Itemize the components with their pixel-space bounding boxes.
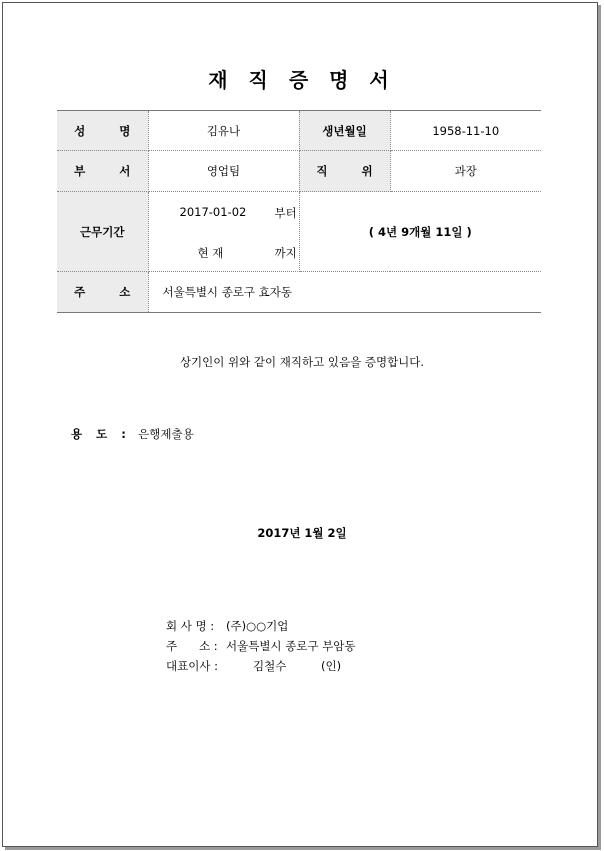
company-name-value: (주)○○기업 [226, 619, 289, 633]
period-duration: ( 4년 9개월 11일 ) [299, 192, 541, 272]
purpose-value: 은행제출용 [138, 427, 194, 441]
issue-date: 2017년 1월 2일 [257, 526, 347, 540]
ceo-label: 대표이사 : [166, 659, 218, 673]
birth-label: 생년월일 [299, 111, 390, 151]
certification-statement: 상기인이 위와 같이 재직하고 있음을 증명합니다. [179, 355, 425, 369]
name-value: 김유나 [148, 111, 299, 151]
company-address-label: 주 소 : [166, 639, 218, 653]
table-row [57, 151, 541, 192]
table-row [57, 111, 541, 151]
company-name-label: 회 사 명 : [166, 619, 215, 633]
address-value: 서울특별시 종로구 효자동 [148, 272, 541, 313]
dept-label: 부 서 [57, 151, 148, 192]
period-end: 현 재 [197, 246, 224, 260]
purpose-label: 용 도 : [71, 427, 131, 441]
position-value: 과장 [390, 151, 541, 192]
period-dates [148, 192, 299, 272]
employee-info-table [57, 110, 541, 313]
period-from: 부터 [274, 206, 297, 220]
company-address-value: 서울특별시 종로구 부암동 [226, 639, 356, 653]
position-label: 직 위 [299, 151, 390, 192]
name-label: 성 명 [57, 111, 148, 151]
period-start: 2017-01-02 [179, 205, 247, 219]
document-title: 재 직 증 명 서 [208, 68, 396, 92]
period-to: 까지 [274, 246, 297, 260]
birth-value: 1958-11-10 [390, 111, 541, 151]
period-label: 근무기간 [57, 192, 148, 272]
table-row [57, 192, 541, 272]
table-row [57, 272, 541, 313]
ceo-value: 김철수 [253, 659, 287, 673]
address-label: 주 소 [57, 272, 148, 313]
purpose-line [71, 426, 194, 442]
seal-mark: (인) [321, 659, 342, 673]
dept-value: 영업팀 [148, 151, 299, 192]
